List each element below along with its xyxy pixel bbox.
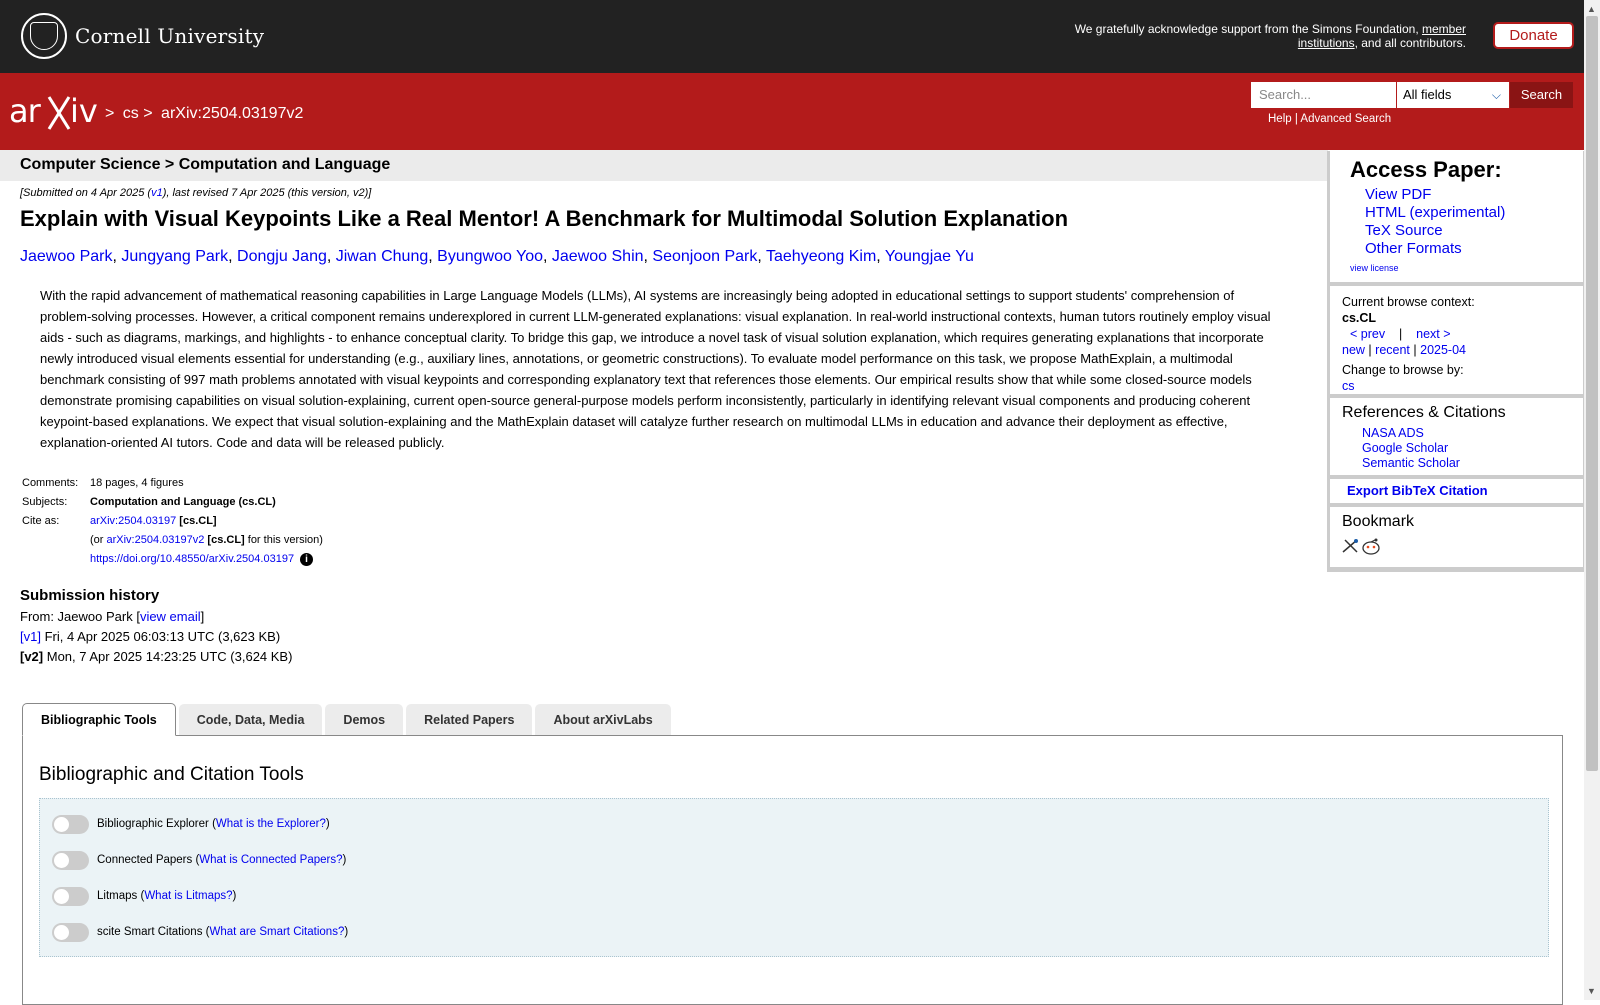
tab-bibliographic-tools[interactable]: Bibliographic Tools: [22, 703, 176, 736]
subjects-label: Subjects:: [22, 496, 68, 508]
donate-button[interactable]: Donate: [1493, 22, 1574, 49]
tab-demos[interactable]: Demos: [325, 704, 403, 736]
chevron-down-icon: ⌵: [1491, 88, 1501, 102]
comments-value: 18 pages, 4 figures: [90, 477, 184, 489]
paper-title: Explain with Visual Keypoints Like a Real Mentor! A Benchmark for Multimodal Solution Explanation: [20, 206, 1069, 231]
author-link[interactable]: Byungwoo Yoo: [437, 248, 544, 265]
advanced-search-link[interactable]: Advanced Search: [1300, 113, 1392, 125]
help-link[interactable]: Help: [1268, 113, 1292, 125]
month-link[interactable]: 2025-04: [1420, 343, 1466, 357]
scrollbar-thumb[interactable]: [1586, 16, 1598, 771]
search-field-select[interactable]: All fields ⌵: [1397, 82, 1509, 108]
version-v2: [v2] Mon, 7 Apr 2025 14:23:25 UTC (3,624 KB): [20, 649, 293, 664]
view-pdf-link[interactable]: View PDF: [1365, 186, 1432, 203]
tool-bibliographic-explorer: Bibliographic Explorer ( What is the Explorer? ): [52, 814, 330, 834]
author-link[interactable]: Jiwan Chung: [335, 248, 429, 265]
access-paper-panel: [1330, 151, 1583, 282]
subject-breadcrumb-band: [0, 150, 1328, 181]
cite-v2-link[interactable]: arXiv:2504.03197v2: [106, 534, 205, 546]
doi-link[interactable]: https://doi.org/10.48550/arXiv.2504.03197: [90, 553, 295, 565]
view-license-link[interactable]: view license: [1350, 263, 1399, 273]
panel-heading: Bibliographic and Citation Tools: [39, 764, 304, 785]
bibsonomy-icon[interactable]: [1343, 539, 1358, 552]
bookmark-panel: [1330, 507, 1583, 567]
page-scrollbar[interactable]: [1584, 0, 1600, 1000]
litmaps-toggle[interactable]: [52, 887, 89, 906]
dateline-v1-link[interactable]: v1: [151, 187, 163, 199]
arxiv-header: [0, 73, 1584, 150]
search-input[interactable]: Search...: [1251, 82, 1396, 108]
html-experimental-link[interactable]: HTML (experimental): [1365, 204, 1506, 221]
export-bibtex-link[interactable]: Export BibTeX Citation: [1347, 483, 1488, 498]
what-is-litmaps-link[interactable]: What is Litmaps?: [144, 890, 233, 902]
tool-scite: scite Smart Citations ( What are Smart Citations? ): [52, 922, 348, 942]
tex-source-link[interactable]: TeX Source: [1365, 222, 1443, 239]
cite-as-value: arXiv:2504.03197 [cs.CL]: [90, 515, 217, 527]
cite-version-value: (or arXiv:2504.03197v2 [cs.CL] for this version): [90, 534, 323, 546]
view-email-link[interactable]: view email: [139, 609, 201, 624]
search-button[interactable]: Search: [1510, 82, 1573, 108]
cornell-seal-icon: [21, 13, 67, 59]
breadcrumb: > cs > arXiv:2504.03197v2: [105, 105, 304, 122]
bibtex-panel: [1330, 479, 1583, 503]
breadcrumb-paper-id: arXiv:2504.03197v2: [161, 105, 304, 122]
submitter-line: From: Jaewoo Park [view email]: [20, 609, 205, 624]
svg-text:ar: ar: [9, 93, 40, 130]
cite-label: Cite as:: [22, 515, 60, 527]
tab-about-arxivlabs[interactable]: About arXivLabs: [535, 704, 670, 736]
author-link[interactable]: Taehyeong Kim: [766, 248, 877, 265]
author-link[interactable]: Seonjoon Park: [652, 248, 758, 265]
svg-text:iv: iv: [70, 93, 98, 130]
tools-list: [39, 798, 1549, 957]
what-is-connected-papers-link[interactable]: What is Connected Papers?: [199, 854, 343, 866]
what-is-explorer-link[interactable]: What is the Explorer?: [215, 818, 326, 830]
comments-label: Comments:: [22, 477, 79, 489]
cornell-logo-link[interactable]: [21, 13, 264, 59]
tool-litmaps: Litmaps ( What is Litmaps? ): [52, 886, 236, 906]
right-sidebar: [1327, 151, 1586, 572]
references-heading: References & Citations: [1342, 404, 1506, 421]
bibliographic-explorer-toggle[interactable]: [52, 815, 89, 834]
support-message: We gratefully acknowledge support from the Simons Foundation, member institutions, and all contributors.: [1074, 22, 1466, 50]
submission-history-heading: Submission history: [20, 587, 160, 604]
metadata-table: [20, 477, 325, 573]
reddit-icon[interactable]: [1363, 539, 1379, 555]
scite-toggle[interactable]: [52, 923, 89, 942]
next-link[interactable]: next >: [1416, 327, 1451, 341]
info-icon[interactable]: i: [300, 553, 313, 566]
help-links: Help | Advanced Search: [1268, 113, 1392, 125]
member-institutions-link[interactable]: member institutions: [1297, 22, 1466, 50]
tab-code-data-media[interactable]: Code, Data, Media: [179, 704, 323, 736]
author-link[interactable]: Jaewoo Shin: [551, 248, 644, 265]
version-v1-link[interactable]: [v1]: [20, 629, 41, 644]
what-are-smart-citations-link[interactable]: What are Smart Citations?: [209, 926, 345, 938]
new-link[interactable]: new: [1342, 343, 1365, 357]
connected-papers-toggle[interactable]: [52, 851, 89, 870]
browse-context: cs.CL: [1342, 311, 1377, 325]
bookmark-icons: [1342, 537, 1382, 555]
nasa-ads-link[interactable]: NASA ADS: [1362, 426, 1424, 440]
cite-id-link[interactable]: arXiv:2504.03197: [90, 515, 177, 527]
breadcrumb-cs[interactable]: cs: [122, 105, 139, 122]
submission-history: [20, 587, 292, 669]
abstract: With the rapid advancement of mathematical reasoning capabilities in Large Language Models (LLMs), AI systems are increasingly being adopted in educational settings to support students' comprehension of problem-solving processes. However, a critical component remains underexplored in current LLM-generated explanations: visual explanation. In real-world instructional contexts, human tutors routinely employ visual aids - such as diagrams, markings, and highlights - to enhance conceptual clarity. To bridge this gap, we introduce a novel task of visual solution explanation, which requires generating explanations that incorporate newly introduced visual elements essential for understanding (e.g., auxiliary lines, annotations, or geometric constructions). To evaluate model performance on this task, we propose MathExplain, a multimodal benchmark consisting of 997 math problems annotated with visual keypoints and corresponding explanatory text that references those elements. Our empirical results show that while some closed-source models demonstrate promising capabilities on visual solution-explaining, current open-source general-purpose models perform inconsistently, particularly in identifying relevant visual components and producing coherent keypoint-based explanations. We expect that visual solution-explaining and the MathExplain dataset will catalyze further research on multimodal LLMs in education and advance their deployment as effective, explanation-oriented AI tutors. Code and data will be released publicly.: [40, 288, 1271, 450]
references-panel: [1330, 398, 1583, 475]
change-cat-link[interactable]: cs: [1342, 379, 1355, 393]
tool-connected-papers: Connected Papers ( What is Connected Papers? ): [52, 850, 346, 870]
subject-breadcrumb: Computer Science > Computation and Language: [20, 156, 391, 173]
bookmark-heading: Bookmark: [1342, 513, 1415, 530]
other-formats-link[interactable]: Other Formats: [1365, 240, 1462, 257]
author-list: Jaewoo Park, Jungyang Park, Dongju Jang, Jiwan Chung, Byungwoo Yoo, Jaewoo Shin, Seonjoon Park, Taehyeong Kim, Youngjae Yu: [20, 248, 974, 265]
google-scholar-link[interactable]: Google Scholar: [1362, 441, 1449, 455]
scroll-down-icon[interactable]: ▼: [1587, 986, 1596, 996]
prev-link[interactable]: < prev: [1350, 327, 1386, 341]
author-link[interactable]: Dongju Jang: [237, 248, 327, 265]
cornell-name: Cornell University: [75, 24, 265, 48]
recent-link[interactable]: recent: [1375, 343, 1410, 357]
version-v1: [v1] Fri, 4 Apr 2025 06:03:13 UTC (3,623 KB): [20, 629, 281, 644]
tab-related-papers[interactable]: Related Papers: [406, 704, 532, 736]
access-paper-heading: Access Paper:: [1350, 157, 1502, 182]
tab-panel: [22, 735, 1563, 1005]
labs-tabs: [22, 704, 671, 737]
submission-dateline: [Submitted on 4 Apr 2025 (v1), last revised 7 Apr 2025 (this version, v2)]: [20, 187, 372, 199]
author-link[interactable]: Jungyang Park: [121, 248, 229, 265]
doi-value: [88, 553, 325, 573]
browse-context-panel: Current browse context: cs.CL < prev | next > new | recent | 2025-04 Change to browse by: cs: [1330, 286, 1583, 394]
author-link[interactable]: Jaewoo Park: [20, 248, 113, 265]
subjects-value: Computation and Language (cs.CL): [90, 496, 276, 508]
arxiv-logo-icon[interactable]: [9, 93, 102, 131]
institution-bar: [0, 0, 1584, 73]
scroll-up-icon[interactable]: ▲: [1587, 4, 1596, 14]
semantic-scholar-link[interactable]: Semantic Scholar: [1362, 456, 1460, 470]
author-link[interactable]: Youngjae Yu: [884, 248, 974, 265]
